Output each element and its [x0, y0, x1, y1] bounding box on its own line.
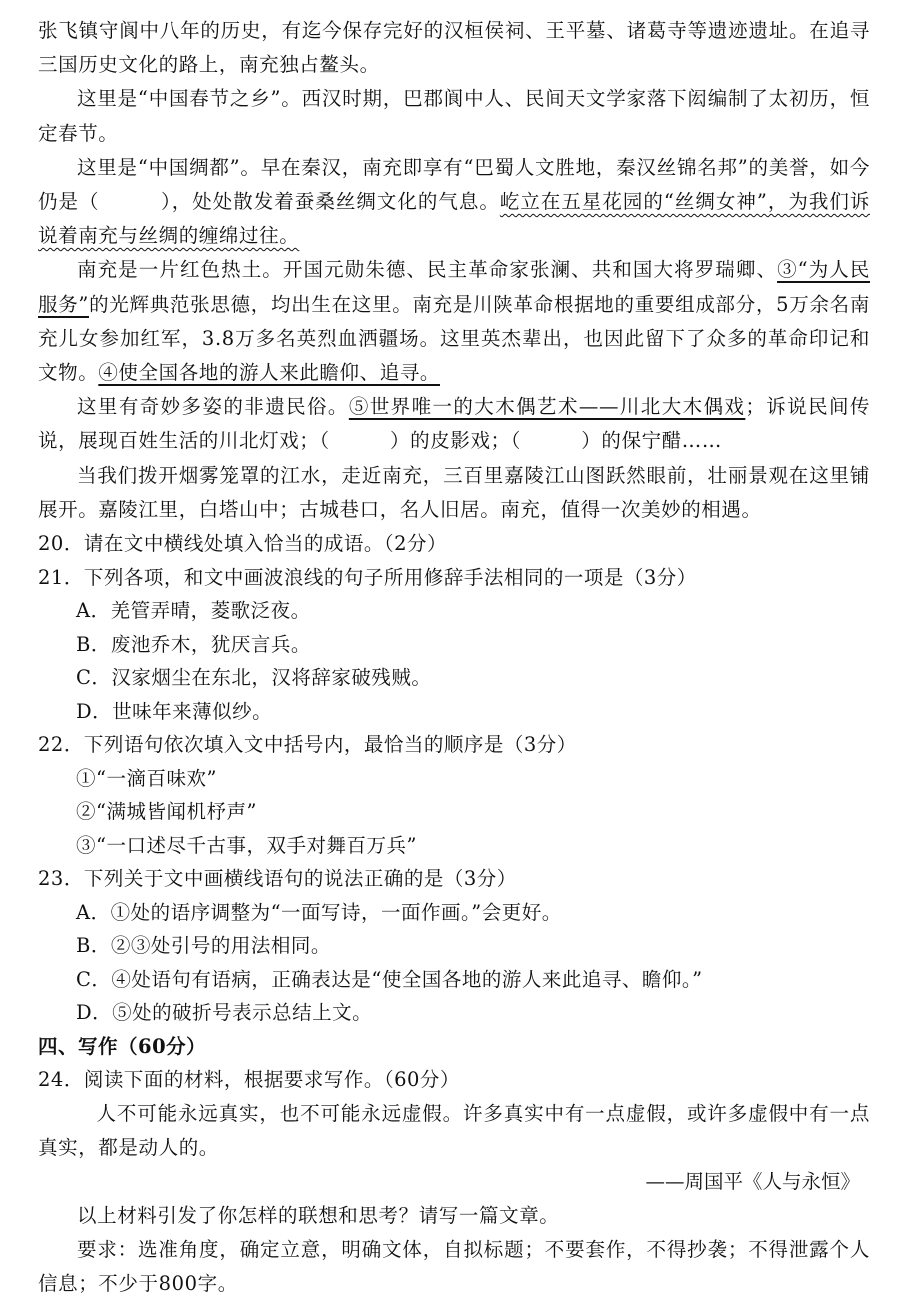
underlined-phrase-5: ⑤世界唯一的大木偶艺术——川北大木偶戏 [348, 395, 746, 419]
passage-paragraph-5 [38, 390, 870, 458]
question-23-option-d: D．⑤处的破折号表示总结上文。 [76, 1001, 373, 1025]
question-23-stem: 23．下列关于文中画横线语句的说法正确的是（3分） [38, 867, 517, 891]
underlined-sentence-4: ④使全国各地的游人来此瞻仰、追寻。 [98, 361, 441, 385]
passage-paragraph-4 [38, 253, 870, 390]
question-22-item-2: ②“满城皆闻机杼声” [76, 800, 257, 824]
question-22-stem: 22．下列语句依次填入文中括号内，最恰当的顺序是（3分） [38, 733, 577, 757]
question-23-option-c: C．④处语句有语病，正确表达是“使全国各地的游人来此追寻、瞻仰。” [76, 967, 703, 991]
question-21-option-c: C．汉家烟尘在东北，汉将辞家破残贼。 [76, 666, 432, 690]
passage-text: ；诉说民间传说，展现百姓生活的川北灯戏；（ ）的皮影戏；（ ）的保宁醋…… [38, 395, 870, 453]
passage-paragraph-1: 张飞镇守阆中八年的历史，有迄今保存完好的汉桓侯祠、王平墓、诸葛寺等遗迹遗址。在追寻三国历史文化的路上，南充独占鳌头。 [38, 19, 870, 77]
question-24-prompt: 以上材料引发了你怎样的联想和思考？请写一篇文章。 [77, 1203, 560, 1227]
passage-paragraph-2: 这里是“中国春节之乡”。西汉时期，巴郡阆中人、民间天文学家落下闳编制了太初历，恒定春节。 [38, 87, 870, 145]
wavy-underlined-sentence: 屹立在五星花园的“丝绸女神”，为我们诉说着南充与丝绸的缠绵过往。 [38, 190, 870, 248]
passage-paragraph-6: 当我们拨开烟雾笼罩的江水，走近南充，三百里嘉陵江山图跃然眼前，壮丽景观在这里铺展开。嘉陵江里，白塔山中；古城巷口，名人旧居。南充，值得一次美妙的相遇。 [38, 463, 870, 521]
question-20: 20．请在文中横线处填入恰当的成语。（2分） [38, 532, 447, 556]
question-22-item-1: ①“一滴百味欢” [76, 766, 217, 790]
passage-text: 这里是“中国绸都”。早在秦汉，南充即享有“巴蜀人文胜地，秦汉丝锦名邦”的美誉，如今仍是（ ），处处散发着蚕桑丝绸文化的气息。 [38, 155, 870, 214]
question-21-option-b: B．废池乔木，犹厌言兵。 [76, 632, 311, 656]
passage-text: 南充是一片红色热土。开国元勋朱德、民主革命家张澜、共和国大将罗瑞卿、 [77, 258, 778, 282]
question-24-stem: 24．阅读下面的材料，根据要求写作。（60分） [38, 1068, 460, 1092]
passage-paragraph-3 [38, 151, 870, 254]
question-24-material: 人不可能永远真实，也不可能永远虚假。许多真实中有一点虚假，或许多虚假中有一点真实，都是动人的。 [38, 1101, 870, 1159]
underlined-phrase-3: ③“为人民服务” [38, 258, 870, 316]
question-22-item-3: ③“一口述尽千古事，双手对舞百万兵” [76, 833, 417, 857]
passage-text: 的光辉典范张思德，均出生在这里。南充是川陕革命根据地的重要组成部分，5万余名南充儿女参加红军，3.8万多名英烈血洒疆场。这里英杰辈出，也因此留下了众多的革命印记和文物。 [38, 292, 870, 385]
passage-text: 这里有奇妙多姿的非遗民俗。 [77, 395, 349, 419]
question-21-option-d: D．世味年来薄似纱。 [76, 699, 273, 723]
question-24-requirements: 要求：选准角度，确定立意，明确文体，自拟标题；不要套作，不得抄袭；不得泄露个人信息；不少于800字。 [38, 1238, 870, 1296]
question-21-stem: 21．下列各项，和文中画波浪线的句子所用修辞手法相同的一项是（3分） [38, 565, 697, 589]
question-21-option-a: A．羌管弄晴，菱歌泛夜。 [76, 599, 311, 623]
section-heading-writing: 四、写作（60分） [38, 1034, 207, 1058]
question-23-option-a: A．①处的语序调整为“一面写诗，一面作画。”会更好。 [76, 900, 562, 924]
question-23-option-b: B．②③处引号的用法相同。 [76, 934, 331, 958]
material-attribution: ——周国平《人与永恒》 [645, 1169, 860, 1193]
